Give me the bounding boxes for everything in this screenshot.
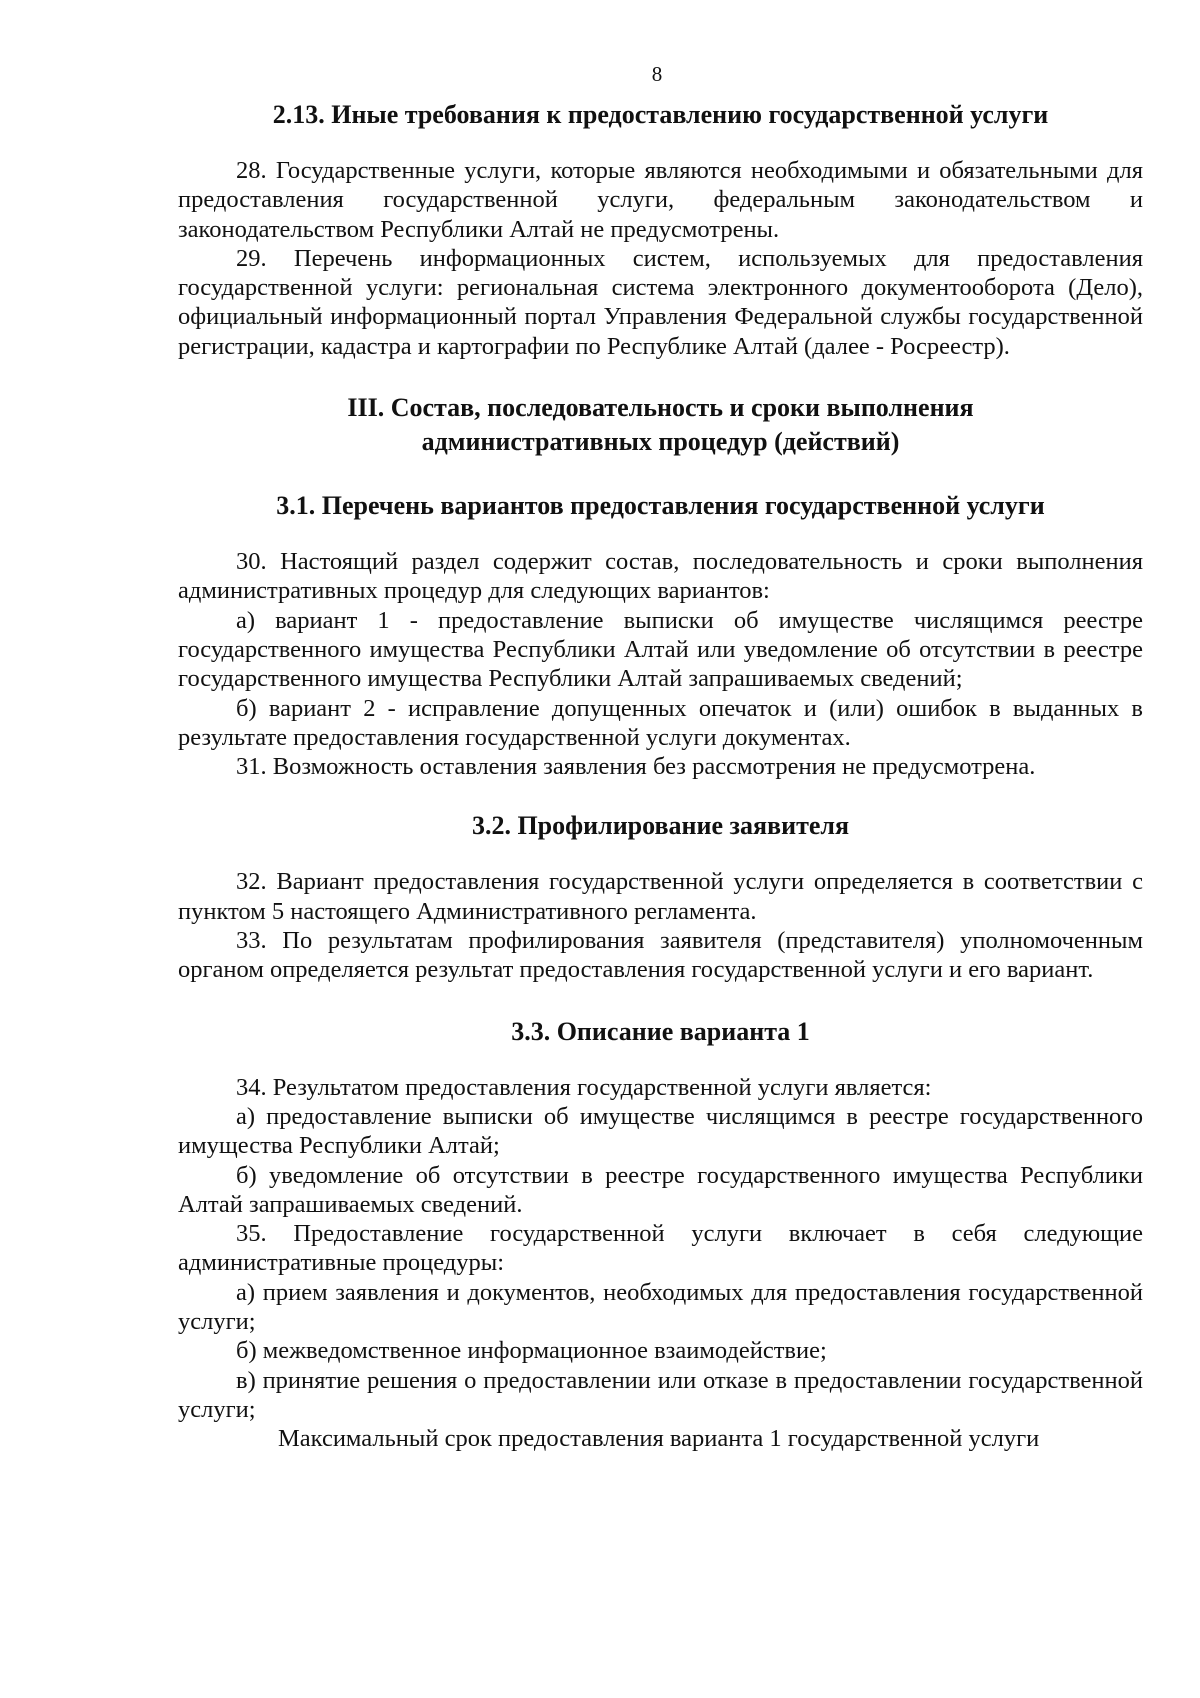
paragraph-28: 28. Государственные услуги, которые являются необходимыми и обязательными для предоставления государственной услуги, федеральным законодательством и законодательством Республики Алтай не предусмотрены.	[178, 157, 1143, 243]
paragraph-31: 31. Возможность оставления заявления без рассмотрения не предусмотрена.	[236, 753, 1036, 781]
document-page	[178, 58, 1143, 1454]
paragraph-35-tail: Максимальный срок предоставления варианта 1 государственной услуги	[278, 1425, 1040, 1453]
page-number: 8	[651, 62, 663, 86]
paragraph-30-b: б) вариант 2 - исправление допущенных опечаток и (или) ошибок в выданных в результате предоставления государственной услуги документах.	[178, 694, 1143, 751]
paragraph-34: 34. Результатом предоставления государственной услуги является:	[236, 1073, 932, 1101]
heading-section-3-line1: III. Состав, последовательность и сроки выполнения	[347, 393, 974, 423]
heading-3-1: 3.1. Перечень вариантов предоставления государственной услуги	[276, 491, 1045, 521]
paragraph-35: 35. Предоставление государственной услуги включает в себя следующие административные процедуры:	[178, 1220, 1143, 1277]
paragraph-34-b: б) уведомление об отсутствии в реестре государственного имущества Республики Алтай запрашиваемых сведений.	[178, 1161, 1143, 1218]
paragraph-30-a: а) вариант 1 - предоставление выписки об имуществе числящимся реестре государственного имущества Республики Алтай или уведомление об отсутствии в реестре государственного имущества Республики Алтай запрашиваемых сведений;	[178, 606, 1143, 693]
paragraph-35-a: а) прием заявления и документов, необходимых для предоставления государственной услуги;	[178, 1278, 1143, 1336]
paragraph-30: 30. Настоящий раздел содержит состав, последовательность и сроки выполнения административных процедур для следующих вариантов:	[178, 548, 1143, 605]
paragraph-34-a: а) предоставление выписки об имуществе числящимся в реестре государственного имущества Республики Алтай;	[178, 1102, 1143, 1160]
heading-section-3	[178, 391, 1143, 459]
paragraph-35-b: б) межведомственное информационное взаимодействие;	[236, 1337, 827, 1365]
heading-section-3-line2: административных процедур (действий)	[421, 427, 900, 457]
paragraph-29: 29. Перечень информационных систем, используемых для предоставления государственной услуги: региональная система электронного документооборота (Дело), официальный информационный портал Управления Федеральной службы государственной регистрации, кадастра и картографии по Республике Алтай (далее - Росреестр).	[178, 244, 1143, 360]
paragraph-32: 32. Вариант предоставления государственной услуги определяется в соответствии с пунктом 5 настоящего Административного регламента.	[178, 868, 1143, 925]
heading-3-2: 3.2. Профилирование заявителя	[471, 811, 850, 841]
heading-3-3: 3.3. Описание варианта 1	[511, 1016, 810, 1046]
paragraph-35-c: в) принятие решения о предоставлении или отказе в предоставлении государственной услуги;	[178, 1366, 1143, 1423]
paragraph-33: 33. По результатам профилирования заявителя (представителя) уполномоченным органом определяется результат предоставления государственной услуги и его вариант.	[178, 927, 1143, 984]
heading-2-13: 2.13. Иные требования к предоставлению государственной услуги	[272, 100, 1049, 129]
